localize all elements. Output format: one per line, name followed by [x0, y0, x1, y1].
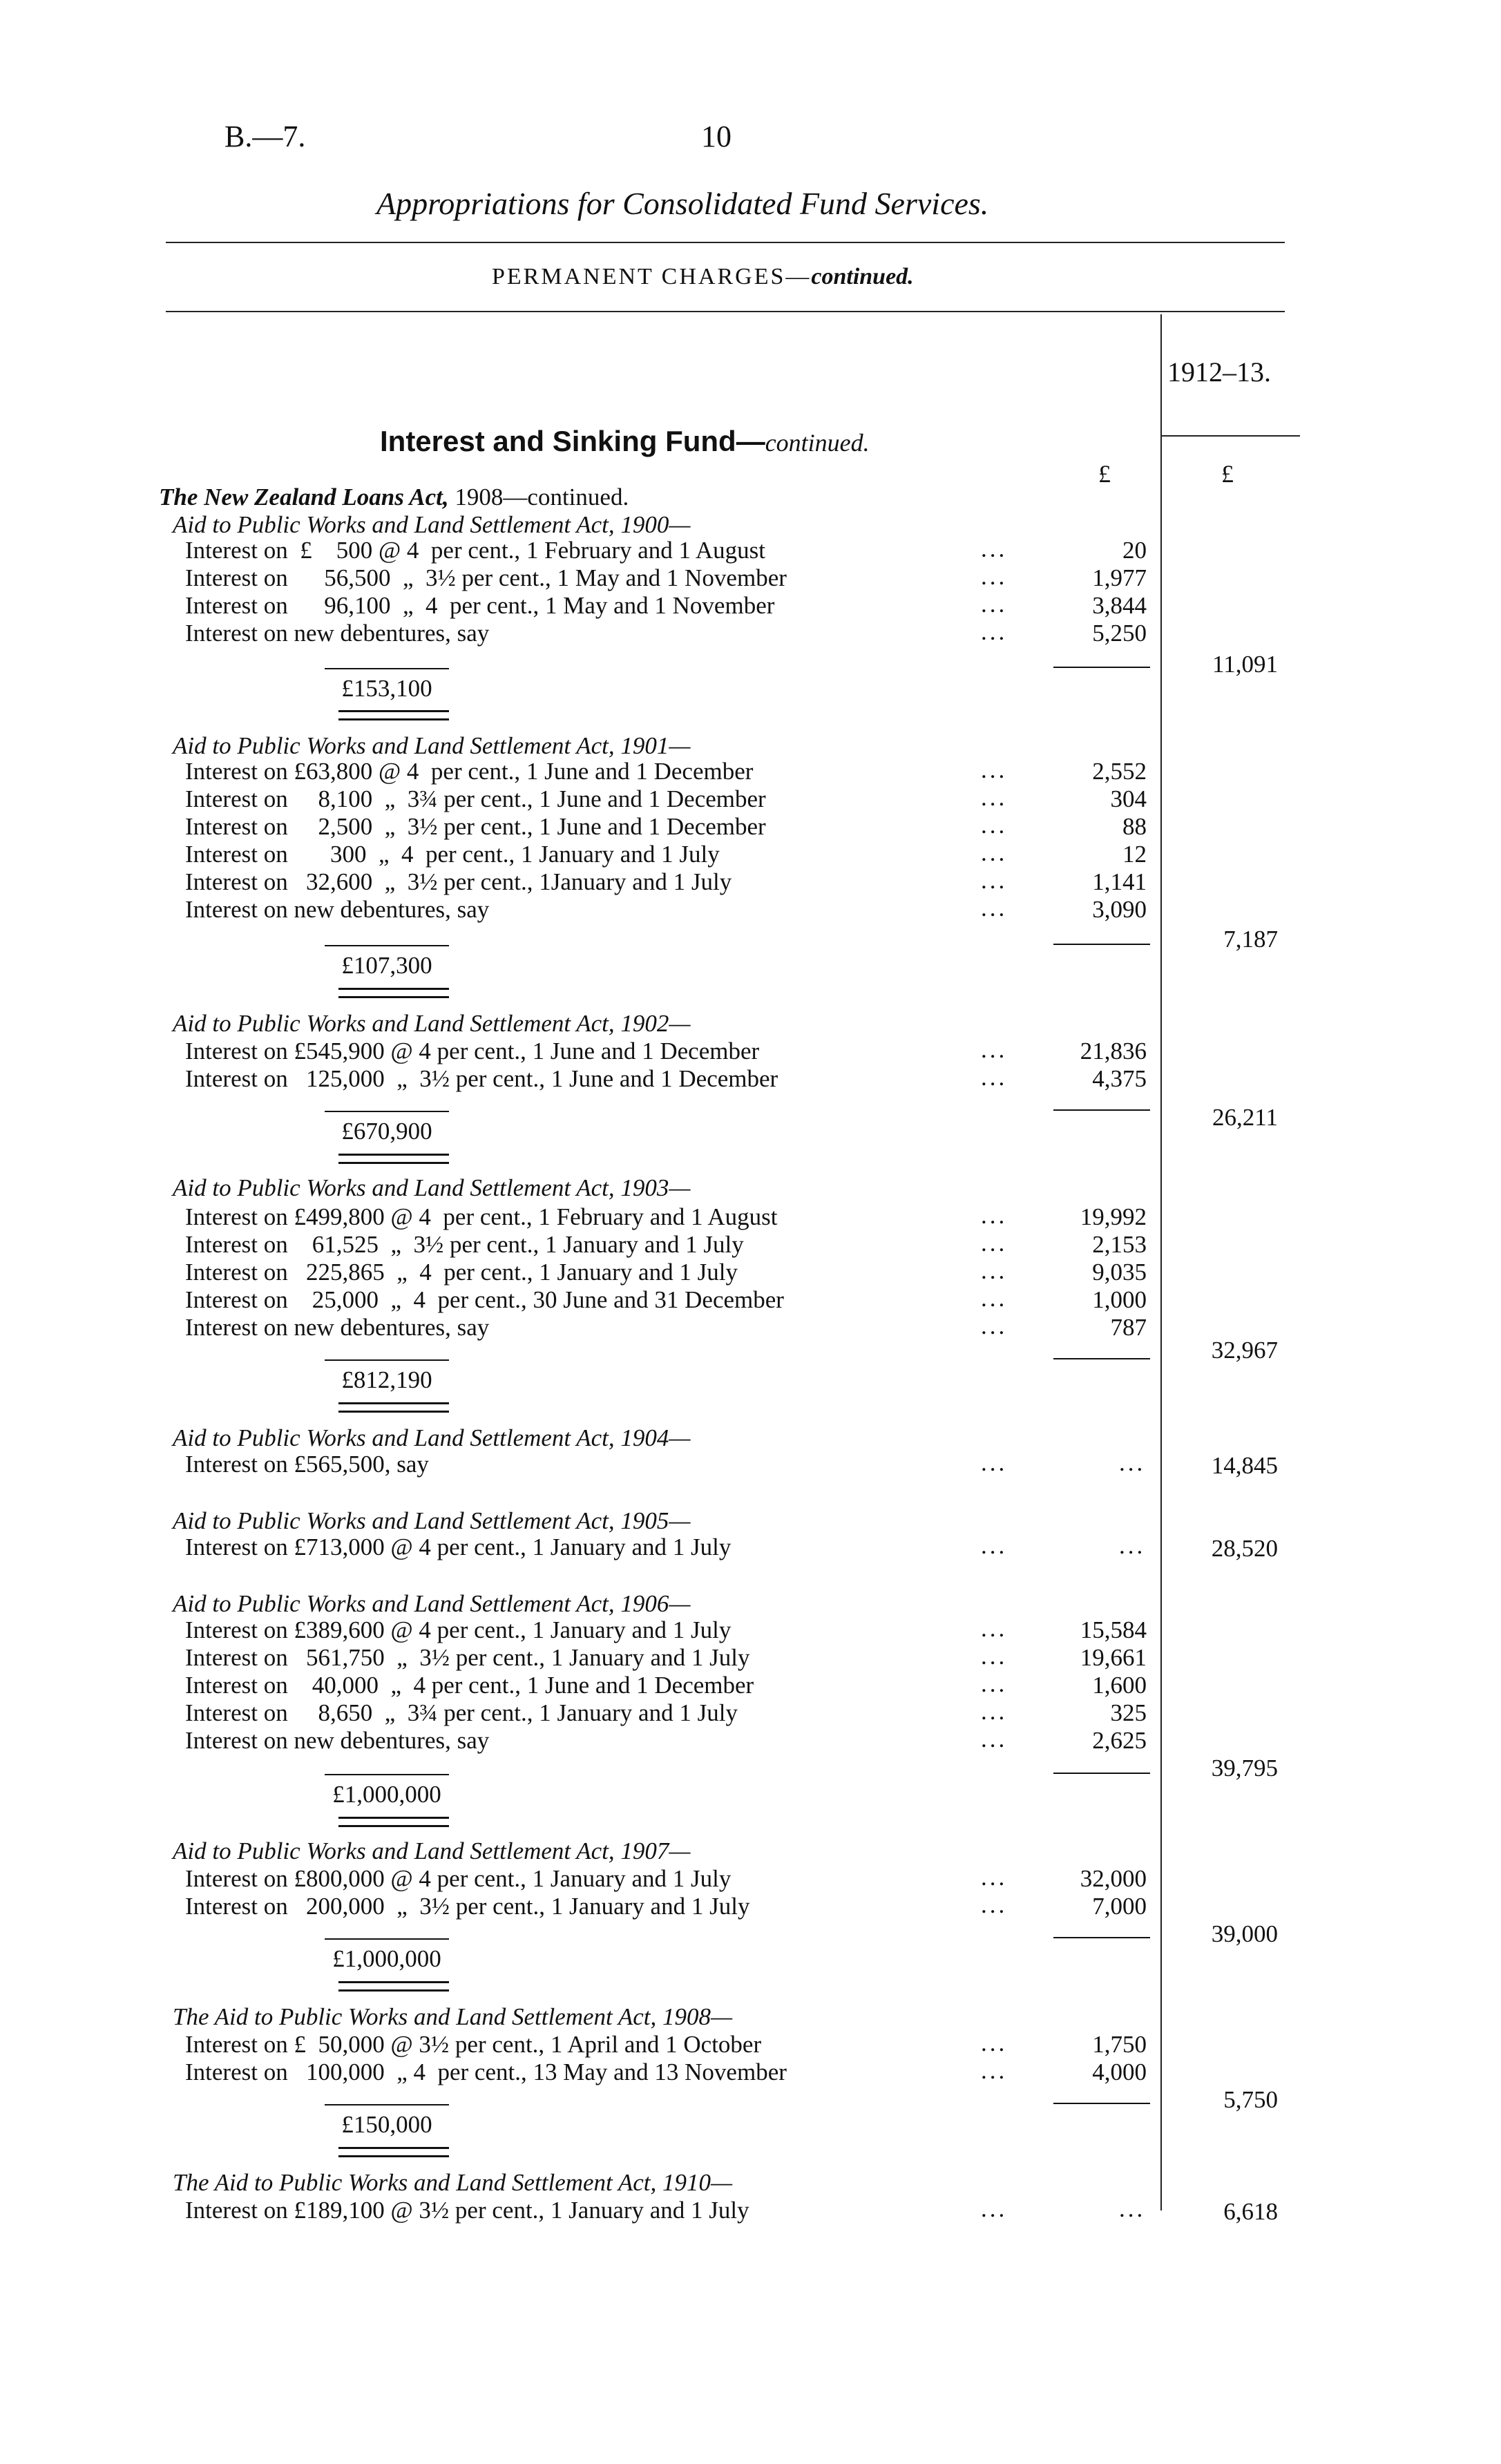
group-heading: Aid to Public Works and Land Settlement Act, 1902— — [173, 1010, 691, 1037]
leader-dots: ... — [981, 784, 1008, 811]
interest-line: Interest on £713,000 @ 4 per cent., 1 January and 1 July — [185, 1534, 732, 1560]
interest-line: Interest on 561,750 „ 3½ per cent., 1 January and 1 July — [185, 1644, 750, 1671]
interest-line: Interest on £63,800 @ 4 per cent., 1 June and 1 December — [185, 758, 754, 785]
interest-line: Interest on £565,500, say — [185, 1451, 429, 1478]
line-amount: 3,090 — [1092, 896, 1147, 923]
line-amount: 787 — [1110, 1314, 1147, 1341]
leader-dots: ... — [981, 1449, 1008, 1476]
group-heading: The Aid to Public Works and Land Settlement Act, 1908— — [173, 2003, 733, 2030]
interest-line: Interest on 8,100 „ 3¾ per cent., 1 June and 1 December — [185, 785, 766, 812]
interest-line: Interest on 96,100 „ 4 per cent., 1 May and 1 November — [185, 592, 775, 619]
capital-sum: £1,000,000 — [332, 1781, 441, 1808]
capital-sum: £670,900 — [341, 1118, 432, 1145]
interest-line: Interest on £189,100 @ 3½ per cent., 1 January and 1 July — [185, 2197, 749, 2224]
group-heading: Aid to Public Works and Land Settlement Act, 1906— — [173, 1590, 691, 1617]
line-amount: 19,661 — [1080, 1644, 1147, 1671]
group-heading: Aid to Public Works and Land Settlement Act, 1905— — [173, 1507, 691, 1534]
leader-dots: ... — [981, 1257, 1008, 1284]
leader-dots: ... — [981, 895, 1008, 921]
line-amount: 9,035 — [1092, 1259, 1147, 1286]
capital-double-rule — [338, 1981, 449, 1992]
leader-dots: ... — [981, 1670, 1008, 1697]
interest-line: Interest on 2,500 „ 3½ per cent., 1 June and 1 December — [185, 813, 766, 840]
capital-double-rule — [338, 2147, 449, 2157]
line-amount: 5,250 — [1092, 620, 1147, 647]
capital-double-rule — [338, 1817, 449, 1827]
line-amount: 1,750 — [1092, 2031, 1147, 2058]
line-amount: 1,141 — [1092, 868, 1147, 895]
line-amount: 32,000 — [1080, 1865, 1147, 1892]
leader-dots: ... — [981, 1064, 1008, 1091]
group-total: 28,520 — [1211, 1535, 1278, 1562]
pound-heading-right: £ — [1221, 460, 1234, 488]
leader-dots: ... — [981, 1285, 1008, 1312]
interest-line: Interest on new debentures, say — [185, 1314, 490, 1341]
intro-act-year: 1908—continued. — [455, 484, 629, 510]
line-amount: 3,844 — [1092, 592, 1147, 619]
interest-line: Interest on £800,000 @ 4 per cent., 1 January and 1 July — [185, 1865, 732, 1892]
leader-dots: ... — [981, 1891, 1008, 1918]
section-title — [380, 425, 870, 458]
group-heading: Aid to Public Works and Land Settlement Act, 1900— — [173, 511, 691, 538]
leader-dots: ... — [981, 1202, 1008, 1229]
rule-top — [166, 242, 1285, 243]
interest-line: Interest on £ 50,000 @ 3½ per cent., 1 April and 1 October — [185, 2031, 762, 2058]
page-subtitle: Appropriations for Consolidated Fund Services. — [376, 186, 989, 221]
line-amount: 2,153 — [1092, 1231, 1147, 1258]
capital-rule — [325, 1938, 449, 1940]
line-amount: 325 — [1110, 1699, 1147, 1726]
permanent-prefix: PERMANENT CHARGES— — [492, 264, 812, 289]
interest-line: Interest on new debentures, say — [185, 620, 490, 647]
leader-dots: ... — [981, 1615, 1008, 1642]
year-rule — [1162, 435, 1300, 437]
leader-dots: ... — [1119, 1449, 1146, 1476]
capital-sum: £153,100 — [341, 675, 432, 702]
capital-sum: £150,000 — [341, 2111, 432, 2138]
leader-dots: ... — [981, 1864, 1008, 1891]
interest-line: Interest on new debentures, say — [185, 1727, 490, 1754]
interest-line: Interest on £389,600 @ 4 per cent., 1 January and 1 July — [185, 1616, 732, 1643]
group-total: 32,967 — [1211, 1337, 1278, 1364]
group-total: 39,000 — [1211, 1920, 1278, 1947]
interest-line: Interest on £545,900 @ 4 per cent., 1 June and 1 December — [185, 1038, 760, 1064]
line-amount: 2,552 — [1092, 758, 1147, 785]
capital-sum: £812,190 — [341, 1366, 432, 1393]
group-total: 6,618 — [1223, 2198, 1278, 2225]
interest-line: Interest on £ 500 @ 4 per cent., 1 February and 1 August — [185, 537, 765, 564]
leader-dots: ... — [981, 563, 1008, 590]
intro-line — [159, 484, 629, 511]
group-heading: Aid to Public Works and Land Settlement Act, 1903— — [173, 1174, 691, 1201]
page-number: 10 — [701, 120, 732, 153]
leader-dots: ... — [1119, 1532, 1146, 1559]
pound-heading-left: £ — [1098, 460, 1111, 488]
leader-dots: ... — [1119, 2195, 1146, 2222]
interest-line: Interest on 125,000 „ 3½ per cent., 1 June and 1 December — [185, 1065, 778, 1092]
capital-rule — [325, 2104, 449, 2105]
leader-dots: ... — [981, 867, 1008, 894]
group-total: 26,211 — [1212, 1104, 1278, 1131]
interest-line: Interest on 56,500 „ 3½ per cent., 1 May and 1 November — [185, 564, 787, 591]
line-amount: 1,000 — [1092, 1286, 1147, 1313]
interest-line: Interest on 200,000 „ 3½ per cent., 1 January and 1 July — [185, 1893, 750, 1920]
line-amount: 4,000 — [1092, 2059, 1147, 2085]
leader-dots: ... — [981, 2057, 1008, 2084]
line-amount: 88 — [1122, 813, 1147, 840]
leader-dots: ... — [981, 1698, 1008, 1725]
interest-line: Interest on 25,000 „ 4 per cent., 30 June and 31 December — [185, 1286, 784, 1313]
group-heading: Aid to Public Works and Land Settlement Act, 1901— — [173, 732, 691, 759]
leader-dots: ... — [981, 1532, 1008, 1559]
section-title-suffix: continued. — [765, 429, 870, 457]
capital-double-rule — [338, 1402, 449, 1413]
leader-dots: ... — [981, 2030, 1008, 2056]
line-amount: 1,977 — [1092, 564, 1147, 591]
leader-dots: ... — [981, 1643, 1008, 1670]
interest-line: Interest on £499,800 @ 4 per cent., 1 February and 1 August — [185, 1203, 778, 1230]
permanent-suffix: continued. — [811, 264, 914, 289]
capital-rule — [325, 945, 449, 946]
line-amount: 7,000 — [1092, 1893, 1147, 1920]
leader-dots: ... — [981, 591, 1008, 618]
capital-rule — [325, 1359, 449, 1361]
leader-dots: ... — [981, 839, 1008, 866]
capital-rule — [325, 1111, 449, 1112]
leader-dots: ... — [981, 1036, 1008, 1063]
leader-dots: ... — [981, 812, 1008, 839]
line-amount: 20 — [1122, 537, 1147, 564]
leader-dots: ... — [981, 756, 1008, 783]
document-ref: B.—7. — [224, 120, 306, 153]
line-amount: 4,375 — [1092, 1065, 1147, 1092]
line-amount: 21,836 — [1080, 1038, 1147, 1064]
interest-line: Interest on 100,000 „ 4 per cent., 13 May and 13 November — [185, 2059, 787, 2085]
leader-dots: ... — [981, 1726, 1008, 1753]
capital-double-rule — [338, 1154, 449, 1164]
leader-dots: ... — [981, 1230, 1008, 1257]
group-total: 14,845 — [1211, 1452, 1278, 1479]
leader-dots: ... — [981, 618, 1008, 645]
line-amount: 2,625 — [1092, 1727, 1147, 1754]
group-heading: Aid to Public Works and Land Settlement Act, 1907— — [173, 1837, 691, 1864]
line-amount: 19,992 — [1080, 1203, 1147, 1230]
group-total: 7,187 — [1223, 926, 1278, 953]
leader-dots: ... — [981, 2195, 1008, 2222]
group-heading: The Aid to Public Works and Land Settlement Act, 1910— — [173, 2169, 733, 2196]
capital-rule — [325, 1774, 449, 1775]
interest-line: Interest on 300 „ 4 per cent., 1 January and 1 July — [185, 841, 720, 868]
group-heading: Aid to Public Works and Land Settlement Act, 1904— — [173, 1424, 691, 1451]
interest-line: Interest on 40,000 „ 4 per cent., 1 June and 1 December — [185, 1672, 754, 1699]
capital-rule — [325, 668, 449, 669]
interest-line: Interest on 8,650 „ 3¾ per cent., 1 January and 1 July — [185, 1699, 738, 1726]
leader-dots: ... — [981, 1312, 1008, 1339]
interest-line: Interest on 61,525 „ 3½ per cent., 1 January and 1 July — [185, 1231, 744, 1258]
interest-line: Interest on 32,600 „ 3½ per cent., 1January and 1 July — [185, 868, 732, 895]
intro-act: The New Zealand Loans Act, — [159, 484, 449, 510]
capital-double-rule — [338, 710, 449, 720]
interest-line: Interest on 225,865 „ 4 per cent., 1 January and 1 July — [185, 1259, 738, 1286]
section-title-main: Interest and Sinking Fund— — [380, 425, 765, 457]
line-amount: 15,584 — [1080, 1616, 1147, 1643]
group-total: 5,750 — [1223, 2086, 1278, 2113]
interest-line: Interest on new debentures, say — [185, 896, 490, 923]
group-total: 11,091 — [1212, 651, 1278, 678]
line-amount: 304 — [1110, 785, 1147, 812]
year-heading: 1912–13. — [1167, 356, 1271, 388]
capital-double-rule — [338, 988, 449, 998]
capital-sum: £107,300 — [341, 952, 432, 979]
capital-sum: £1,000,000 — [332, 1945, 441, 1972]
permanent-charges-heading — [492, 264, 914, 290]
line-amount: 12 — [1122, 841, 1147, 868]
rule-sub — [166, 311, 1285, 312]
line-amount: 1,600 — [1092, 1672, 1147, 1699]
group-total: 39,795 — [1211, 1755, 1278, 1782]
leader-dots: ... — [981, 535, 1008, 562]
